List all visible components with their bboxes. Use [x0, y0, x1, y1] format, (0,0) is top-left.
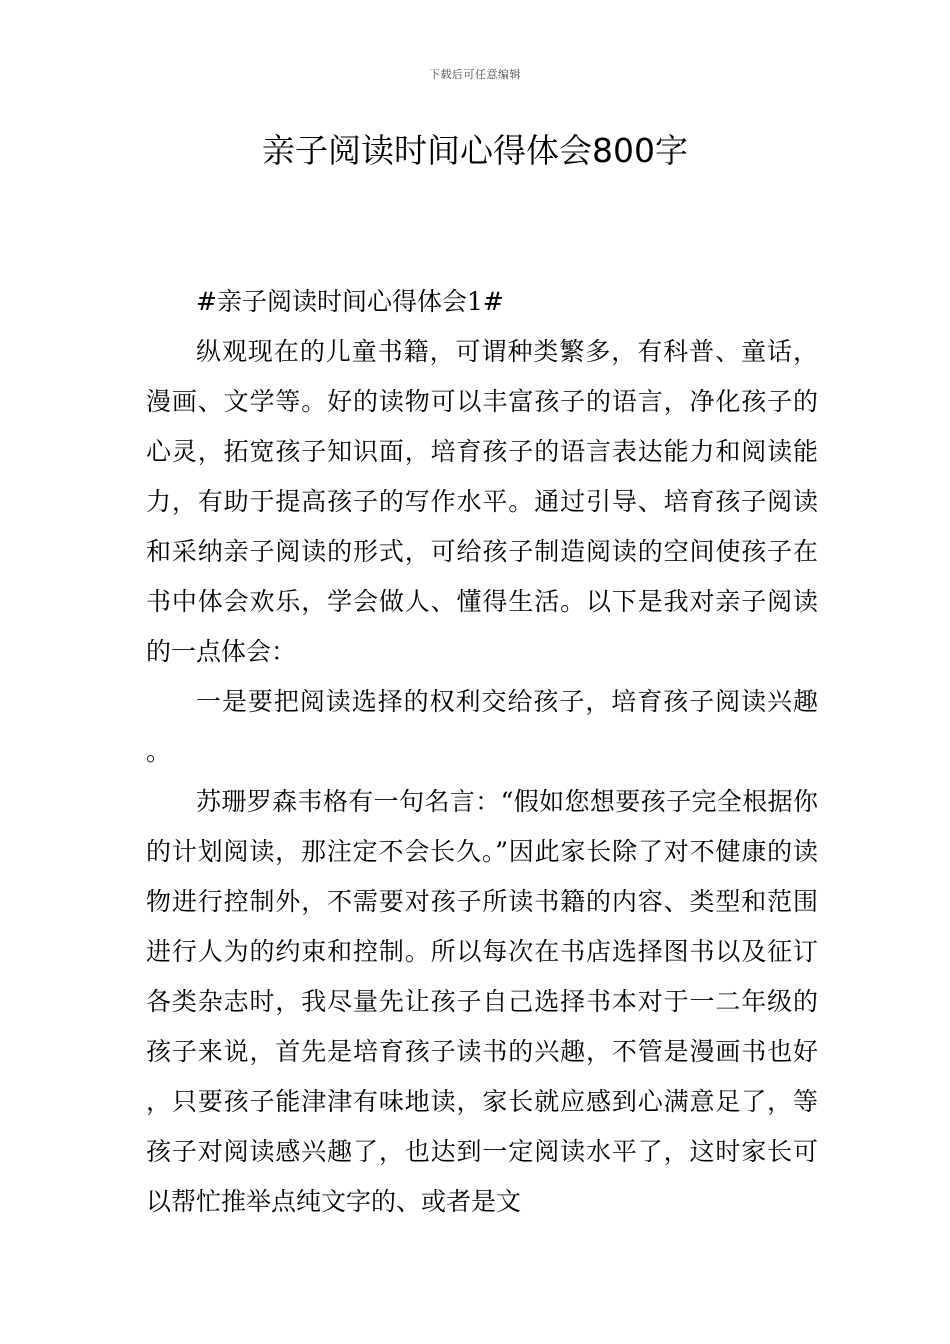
- header-note: 下载后可任意编辑: [429, 68, 521, 81]
- document-body: [146, 277, 818, 1227]
- section-heading: #亲子阅读时间心得体会1#: [196, 287, 504, 316]
- paragraph-intro: 纵观现在的儿童书籍，可谓种类繁多，有科普、童话，漫画、文学等。好的读物可以丰富孩子的语言，净化孩子的心灵，拓宽孩子知识面，培育孩子的语言表达能力和阅读能力，有助于提高孩子的写作水平。通过引导、培育孩子阅读和采纳亲子阅读的形式，可给孩子制造阅读的空间使孩子在书中体会欢乐，学会做人、懂得生活。以下是我对亲子阅读的一点体会：: [146, 337, 818, 666]
- paragraph-quote: 苏珊罗森韦格有一句名言：“假如您想要孩子完全根据你的计划阅读，那注定不会长久。”因此家长除了对不健康的读物进行控制外，不需要对孩子所读书籍的内容、类型和范围进行人为的约束和控制。所以每次在书店选择图书以及征订各类杂志时，我尽量先让孩子自己选择书本对于一二年级的孩子来说，首先是培育孩子读书的兴趣，不管是漫画书也好，只要孩子能津津有味地读，家长就应感到心满意足了，等孩子对阅读感兴趣了，也达到一定阅读水平了，这时家长可以帮忙推举点纯文字的、或者是文: [146, 787, 818, 1216]
- document-title: 亲子阅读时间心得体会800字: [262, 131, 688, 170]
- paragraph-point-one: 一是要把阅读选择的权利交给孩子，培育孩子阅读兴趣。: [146, 687, 818, 766]
